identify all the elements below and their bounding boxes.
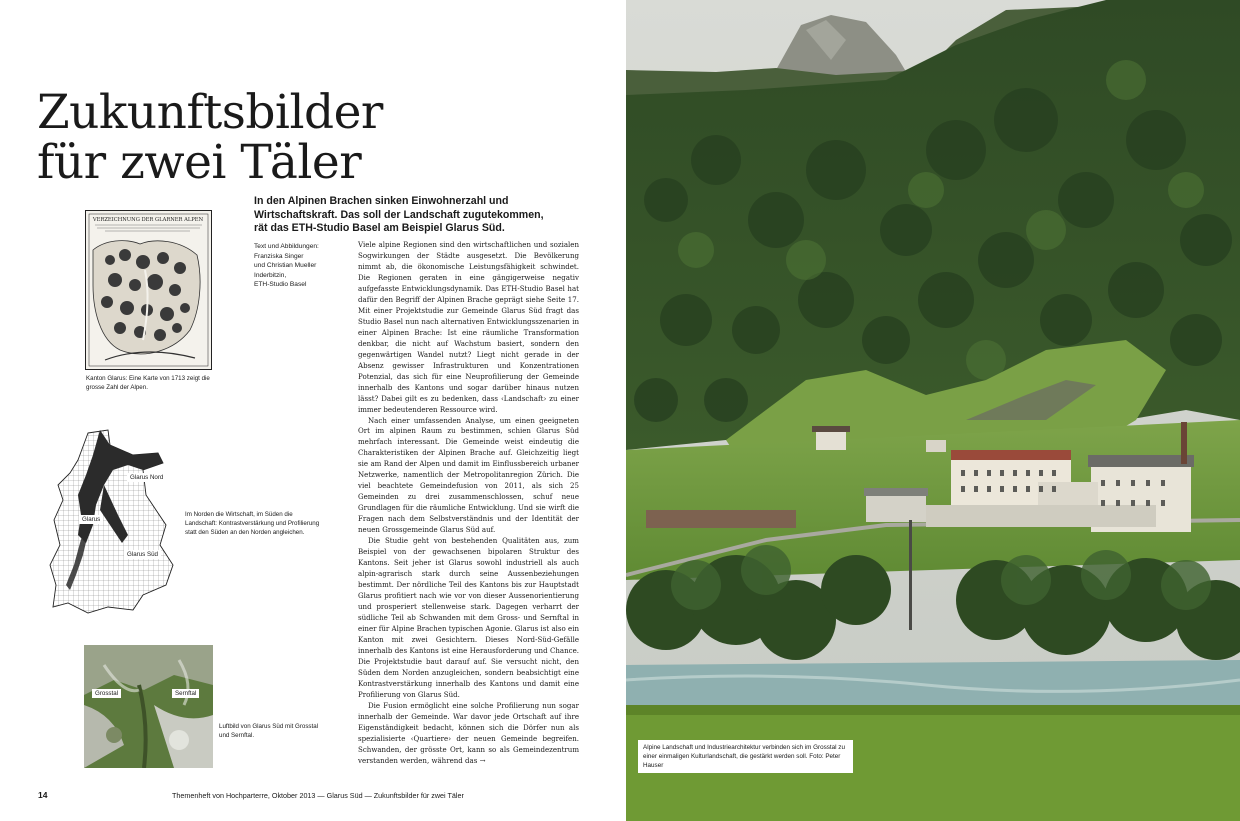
map-heading: VERZEICHNUNG DER GLARNER ALPEN	[92, 217, 204, 223]
page-title	[37, 85, 383, 190]
article-body	[358, 240, 579, 767]
credit-line: Inderbitzin,	[254, 271, 287, 279]
body-paragraph: Viele alpine Regionen sind den wirtschaftlichen und sozialen Sogwirkungen der Städte ausgesetzt. Die Bevölkerung nimmt ab, die ökonomische Leistungsfähigkeit schwindet. Die Regionen geraten in eine gängigerweise negativ aufgefasste Entwicklungsdynamik. Das ETH-Studio Basel hat dafür den Begriff der Alpinen Brache geprägt siehe Seite 17. Mit einer Projektstudie zur Gemeinde Glarus Süd fragt das Studio Basel nun nach alternativen Entwicklungsszenarien in einer Alpinen Brache: Ist eine räumliche Transformation denkbar, die nicht auf Wachstum basiert, sondern den gegenwärtigen Wandel nutzt? Liegt nicht gerade in der Absenz gewisser Infrastrukturen und Konzentrationen Potenzial, das sich für eine Neuprofilierung der Gemeinde innerhalb des Kantons und sogar darüber hinaus nutzen lässt? Dabei gilt es zu bedenken, dass ‹Landschaft› zu einer immer bedeutenderen Ressource wird.	[358, 240, 579, 414]
body-paragraph: Die Studie geht von bestehenden Qualitäten aus, zum Beispiel von der gewachsenen bipolaren Struktur des Kantons. Seit jeher ist Glarus sowohl industriell als auch alpin-agrarisch stark durch seine Aussenbeziehungen bestimmt. Der nördliche Teil des Kantons bis zur Hauptstadt Glarus profitiert nach wie vor von dieser Aussenorientierung und prosperiert stellenweise stark. Dagegen verharrt der südliche Teil ab Schwanden mit dem Gross- und Sernftal in einer für Alpine Brachen typischen Agonie. Glarus ist also ein Kanton mit zwei Gesichtern. Dieses Nord-Süd-Gefälle innerhalb des Kantons ist eine Herausforderung und Chance. Die Projektstudie baut darauf auf. Sie versucht nicht, den Süden dem Norden anzugleichen, sondern beabsichtigt eine Kontrastverstärkung innerhalb des Kantons und damit eine Profilierung von Glarus Süd.	[358, 536, 579, 699]
page-number: 14	[38, 790, 48, 800]
map-label-glarus-nord: Glarus Nord	[127, 473, 166, 482]
lead-paragraph: In den Alpinen Brachen sinken Einwohnerzahl und Wirtschaftskraft. Das soll der Landschaft zugutekommen, rät das ETH-Studio Basel am Beispiel Glarus Süd.	[254, 195, 544, 234]
map3-caption: Luftbild von Glarus Süd mit Grosstal und Sernftal.	[219, 723, 319, 739]
title-line-1: Zukunftsbilder	[37, 85, 383, 140]
map-label-grosstal: Grosstal	[92, 689, 121, 698]
author-credit	[254, 242, 349, 290]
credit-line: und Christian Mueller	[254, 262, 317, 270]
aerial-photo	[84, 645, 213, 768]
credit-line: ETH-Studio Basel	[254, 281, 307, 289]
map1-caption: Kanton Glarus: Eine Karte von 1713 zeigt die grosse Zahl der Alpen.	[86, 375, 210, 391]
photo-caption: Alpine Landschaft und Industriearchitektur verbinden sich im Grosstal zu einer einmaligen Kulturlandschaft, die gestärkt werden soll. Foto: Peter Hauser	[638, 740, 853, 773]
body-paragraph: Nach einer umfassenden Analyse, um einen geeigneten Ort im alpinen Raum zu bestimmen, schien Glarus Süd mehrfach interessant. Die Gemeinde weist eindeutig die Charakteristiken der Alpinen Brache auf. Gleichzeitig liegt sie am Rand der Alpen und damit im Einflussbereich urbaner Netzwerke, namentlich der Metropolitanregion Zürich. Die viel beachtete Gemeindefusion von 2011, als sich 25 Gemeinden zu drei zusammenschlossen, schuf neue Grundlagen für die räumliche Entwicklung. Und sie wirft die Fragen nach dem Selbstverständnis und der Identität der neuen Grossgemeinde Glarus Süd auf.	[358, 415, 579, 535]
map-label-glarus-sued: Glarus Süd	[124, 550, 161, 559]
title-line-2: für zwei Täler	[37, 135, 362, 190]
right-page-photo	[626, 0, 1240, 821]
map-label-sernftal: Sernftal	[172, 689, 199, 698]
body-paragraph: Die Fusion ermöglicht eine solche Profilierung nun sogar innerhalb der Gemeinde. War davor jede Ortschaft auf ihre Eigenständigkeit bedacht, können sich die Dörfer nun als spezialisierte ‹Quartiere› der neuen Gemeinde begreifen. Schwanden, der grösste Ort, kann so als Gemeindezentrum verstanden werden, während das →	[358, 700, 579, 765]
map-label-glarus: Glarus	[79, 515, 103, 524]
credit-line: Franziska Singer	[254, 252, 304, 260]
historical-map-1713	[85, 210, 212, 370]
footer-text: Themenheft von Hochparterre, Oktober 2013 — Glarus Süd — Zukunftsbilder für zwei Täler	[172, 791, 464, 800]
credit-line: Text und Abbildungen:	[254, 243, 319, 250]
map2-caption: Im Norden die Wirtschaft, im Süden die Landschaft: Kontrastverstärkung und Profilierung statt den Süden an den Norden angleichen.	[185, 511, 320, 536]
canton-map	[48, 425, 193, 615]
landscape-photo	[626, 0, 1240, 821]
